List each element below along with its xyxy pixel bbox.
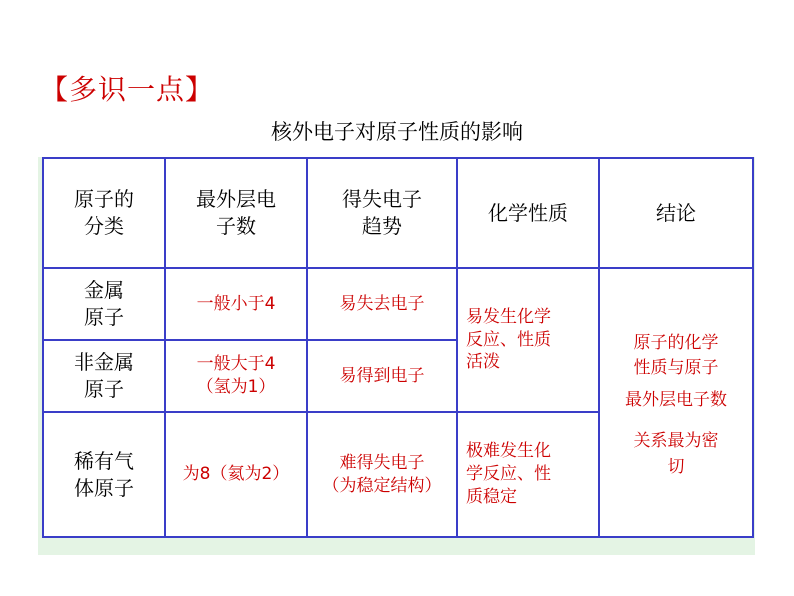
header-cell-outer-electrons: 最外层电 子数 xyxy=(165,158,307,268)
category-cell: 非金属 原子 xyxy=(43,340,165,412)
chemical-property-stable-cell: 极难发生化 学反应、性 质稳定 xyxy=(457,412,599,537)
header-cell-chemical-property: 化学性质 xyxy=(457,158,599,268)
header-row xyxy=(43,158,753,268)
conclusion-cell: 原子的化学 性质与原子 最外层电子数 关系最为密 切 xyxy=(599,268,753,537)
electrons-cell: 一般小于4 xyxy=(165,268,307,340)
header-cell-category: 原子的 分类 xyxy=(43,158,165,268)
atom-properties-table xyxy=(42,157,754,538)
category-cell: 金属 原子 xyxy=(43,268,165,340)
section-header: 【多识一点】 xyxy=(40,73,215,106)
header-cell-tendency: 得失电子 趋势 xyxy=(307,158,457,268)
table-title: 核外电子对原子性质的影响 xyxy=(271,120,523,144)
table-row-metal xyxy=(43,268,753,340)
category-cell: 稀有气 体原子 xyxy=(43,412,165,537)
electrons-cell: 一般大于4 （氢为1） xyxy=(165,340,307,412)
header-cell-conclusion: 结论 xyxy=(599,158,753,268)
tendency-cell: 易失去电子 xyxy=(307,268,457,340)
chemical-property-active-cell: 易发生化学 反应、性质 活泼 xyxy=(457,268,599,412)
tendency-cell: 难得失电子 （为稳定结构） xyxy=(307,412,457,537)
electrons-cell: 为8（氦为2） xyxy=(165,412,307,537)
tendency-cell: 易得到电子 xyxy=(307,340,457,412)
